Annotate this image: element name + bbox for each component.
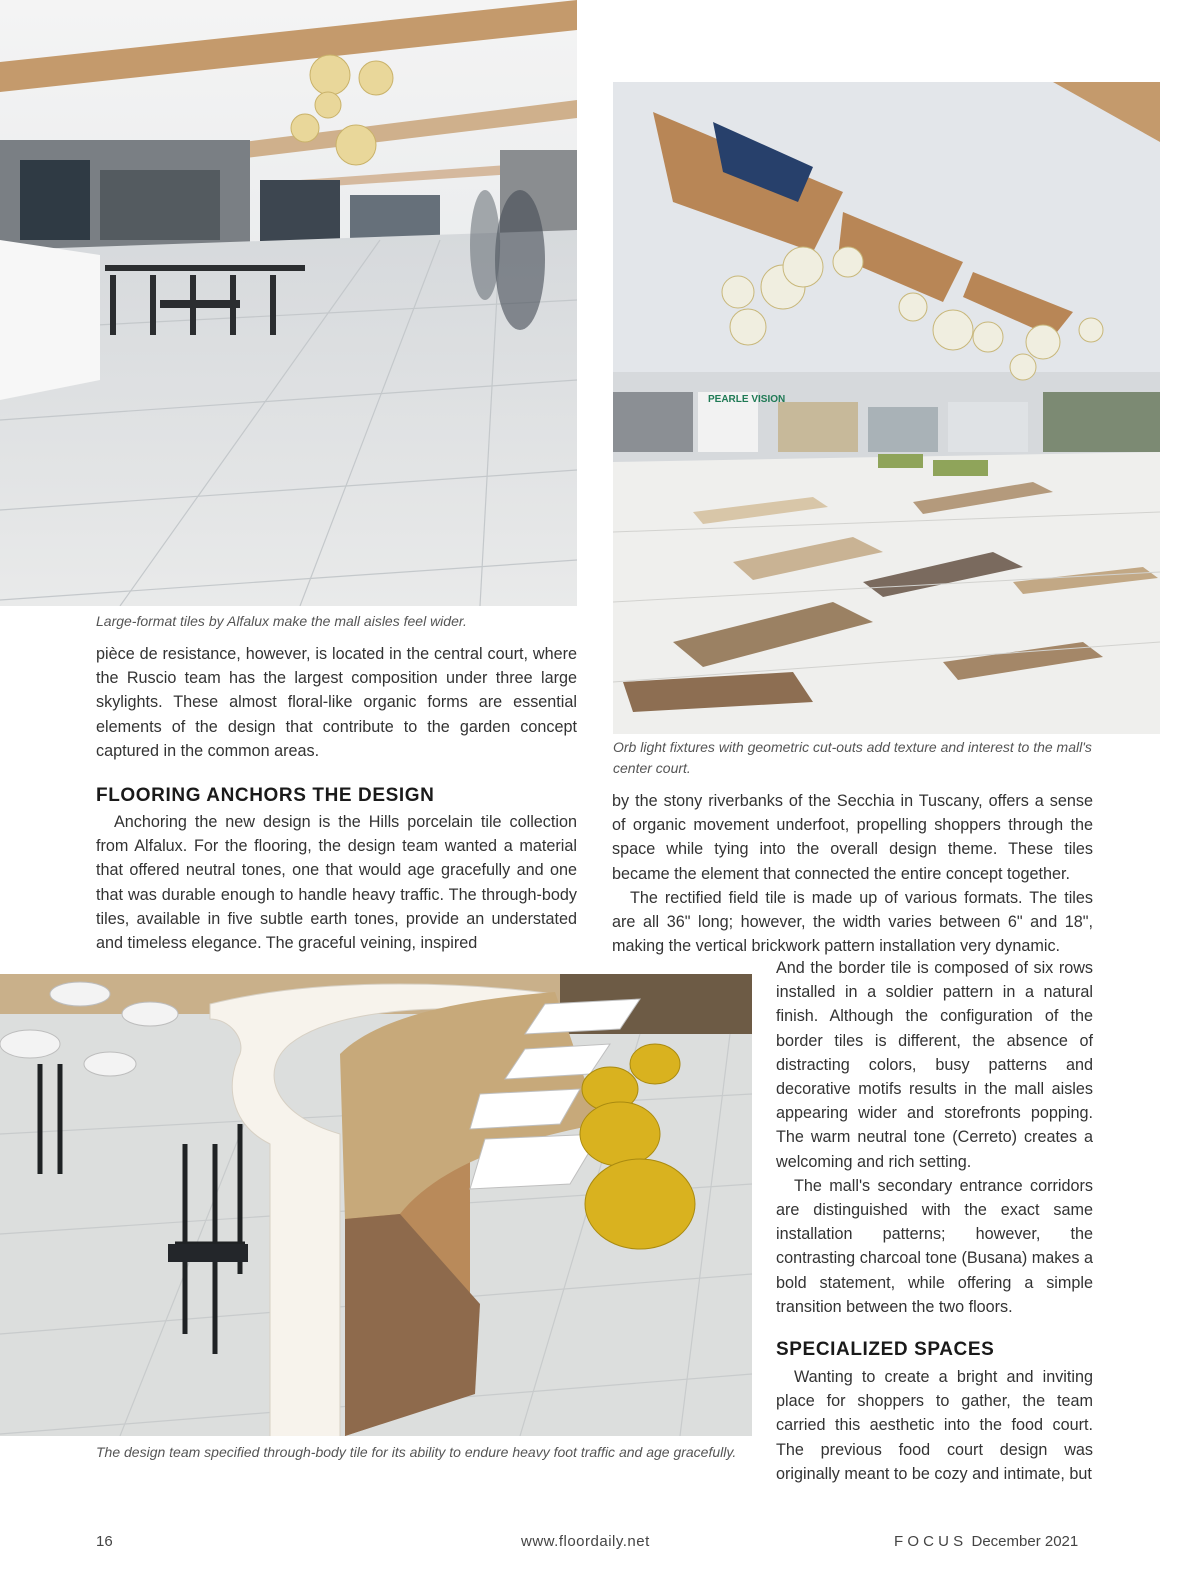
center-court-photo <box>613 82 1160 734</box>
page-number: 16 <box>96 1533 113 1550</box>
flooring-heading: FLOORING ANCHORS THE DESIGN <box>96 785 435 806</box>
intro-paragraph: pièce de resistance, however, is located in the central court, where the Ruscio team has the largest composition under three large skylights. These almost floral-like organic forms are essential elements of the design that contribute to the garden concept captured in the common areas. <box>96 645 577 760</box>
food-court-photo <box>0 974 752 1436</box>
mall-aisle-photo <box>0 0 577 606</box>
center-court-photo-caption: Orb light fixtures with geometric cut-outs add texture and interest to the mall's center court. <box>613 739 1092 776</box>
publication-info: F O C U S December 2021 <box>894 1533 1079 1550</box>
right-narrow-column: And the border tile is composed of six rows installed in a soldier pattern in a natural finish. Although the configuration of the border tiles is different, the absence of distracting colors, busy patterns and decorative motifs results in the mall aisles appearing wider and storefronts popping. The warm neutral tone (Cerreto) creates a welcoming and rich setting. The mall's secondary entrance corridors are distinguished with the exact same installation patterns; however, the contrasting charcoal tone (Busana) makes a bold statement, while offering a simple transition between the two floors. <box>776 959 1093 1316</box>
aisle-photo-caption: Large-format tiles by Alfalux make the mall aisles feel wider. <box>96 613 467 629</box>
website-link[interactable]: www.floordaily.net <box>521 1533 650 1550</box>
flooring-paragraph: Anchoring the new design is the Hills porcelain tile collection from Alfalux. For the flooring, the design team wanted a material that offered neutral tones, one that would age gracefully and one that was durable enough to handle heavy traffic. The through-body tiles, available in five subtle earth tones, provide an understated and timeless elegance. The graceful veining, inspired <box>96 813 577 953</box>
right-column-text: by the stony riverbanks of the Secchia in Tuscany, offers a sense of organic movement underfoot, propelling shoppers through the space while tying into the overall design theme. These tiles became the element that connected the entire concept together. The rectified field tile is made up of various formats. The tiles are all 36" long; however, the width varies between 6" and 18", making the vertical brickwork pattern installation very dynamic. <box>612 792 1093 956</box>
store-sign: PEARLE VISION <box>708 394 786 405</box>
food-court-photo-caption: The design team specified through-body tile for its ability to endure heavy foot traffic and age gracefully. <box>96 1444 737 1460</box>
specialized-spaces-heading: SPECIALIZED SPACES <box>776 1339 995 1360</box>
specialized-spaces-paragraph: Wanting to create a bright and inviting place for shoppers to gather, the team carried this aesthetic into the food court. The previous food court design was originally meant to be cozy and intimate, but <box>776 1368 1093 1483</box>
